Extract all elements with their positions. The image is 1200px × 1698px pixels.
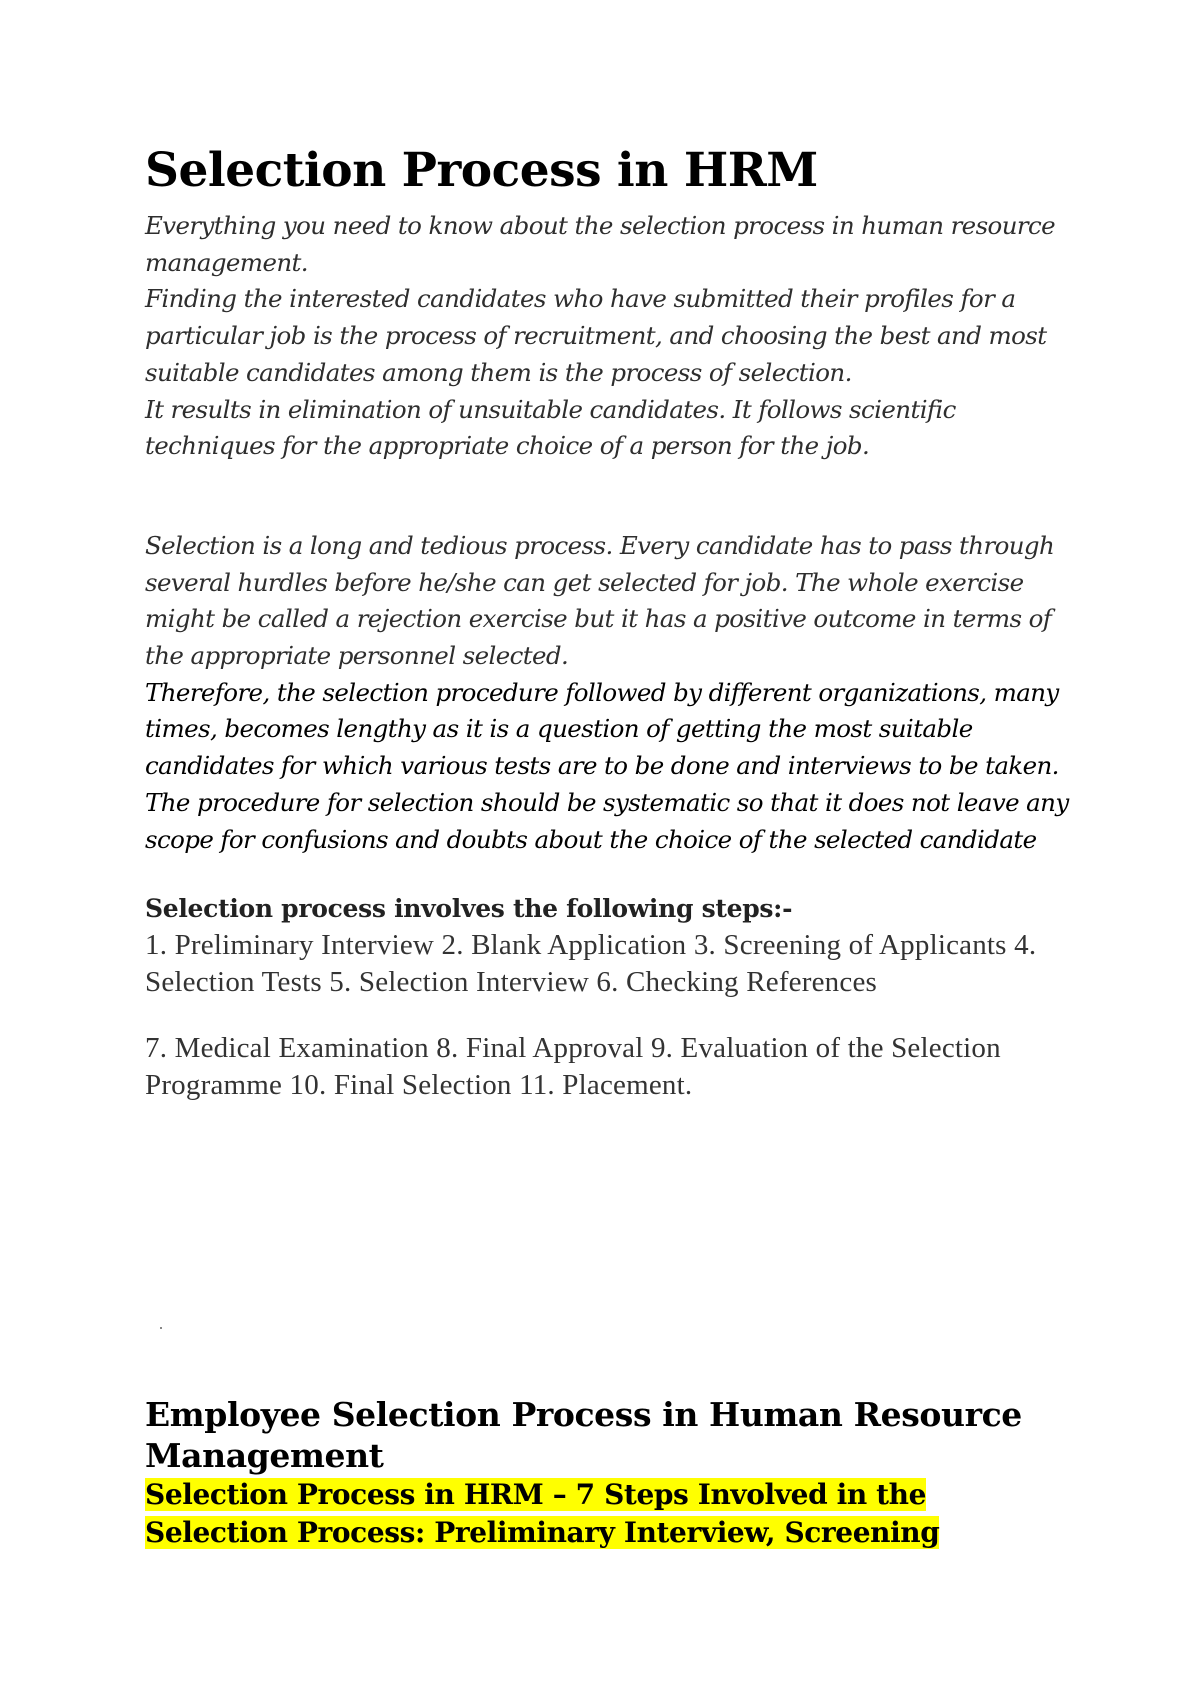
stray-mark bbox=[160, 1327, 162, 1329]
intro-paragraph-1: Everything you need to know about the selection process in human resource management. bbox=[145, 211, 1056, 277]
intro-paragraph-2: Finding the interested candidates who have submitted their profiles for a particular job is the process of recruitment, and choosing the best and most suitable candidates among them is the process of selection. bbox=[145, 284, 1047, 387]
intro-paragraph-3: It results in elimination of unsuitable candidates. It follows scientific techniques for the appropriate choice of a person for the job. bbox=[145, 394, 956, 461]
page-title: Selection Process in HRM bbox=[145, 143, 818, 198]
section-heading: Employee Selection Process in Human Resource Management bbox=[145, 1395, 1022, 1475]
highlighted-heading bbox=[145, 1476, 1070, 1552]
body-paragraph-2: Therefore, the selection procedure followed by different organizations, many times, becomes lengthy as it is a question of getting the most suitable candidates for which various tests are to be done and interviews to be taken. bbox=[145, 677, 1059, 781]
steps-list-part-1: 1. Preliminary Interview 2. Blank Application 3. Screening of Applicants 4. Selection Tests 5. Selection Interview 6. Checking References bbox=[145, 929, 1037, 999]
spacer bbox=[145, 465, 1070, 528]
document-page bbox=[145, 140, 1070, 1549]
body-paragraph-1: Selection is a long and tedious process. Every candidate has to pass through several hurdles before he/she can get selected for job. The whole exercise might be called a rejection exercise but it has a positive outcome in terms of the appropriate personnel selected. bbox=[145, 530, 1055, 671]
highlighted-heading-text: Selection Process in HRM – 7 Steps Involved in the Selection Process: Preliminary Interview, Screening bbox=[145, 1478, 940, 1549]
steps-list-part-2: 7. Medical Examination 8. Final Approval 9. Evaluation of the Selection Programme 10. Final Selection 11. Placement. bbox=[145, 1032, 1001, 1102]
steps-heading: Selection process involves the following steps:- bbox=[145, 894, 793, 924]
body-paragraph-3: The procedure for selection should be systematic so that it does not leave any scope for confusions and doubts about the choice of the selected candidate bbox=[145, 787, 1069, 854]
